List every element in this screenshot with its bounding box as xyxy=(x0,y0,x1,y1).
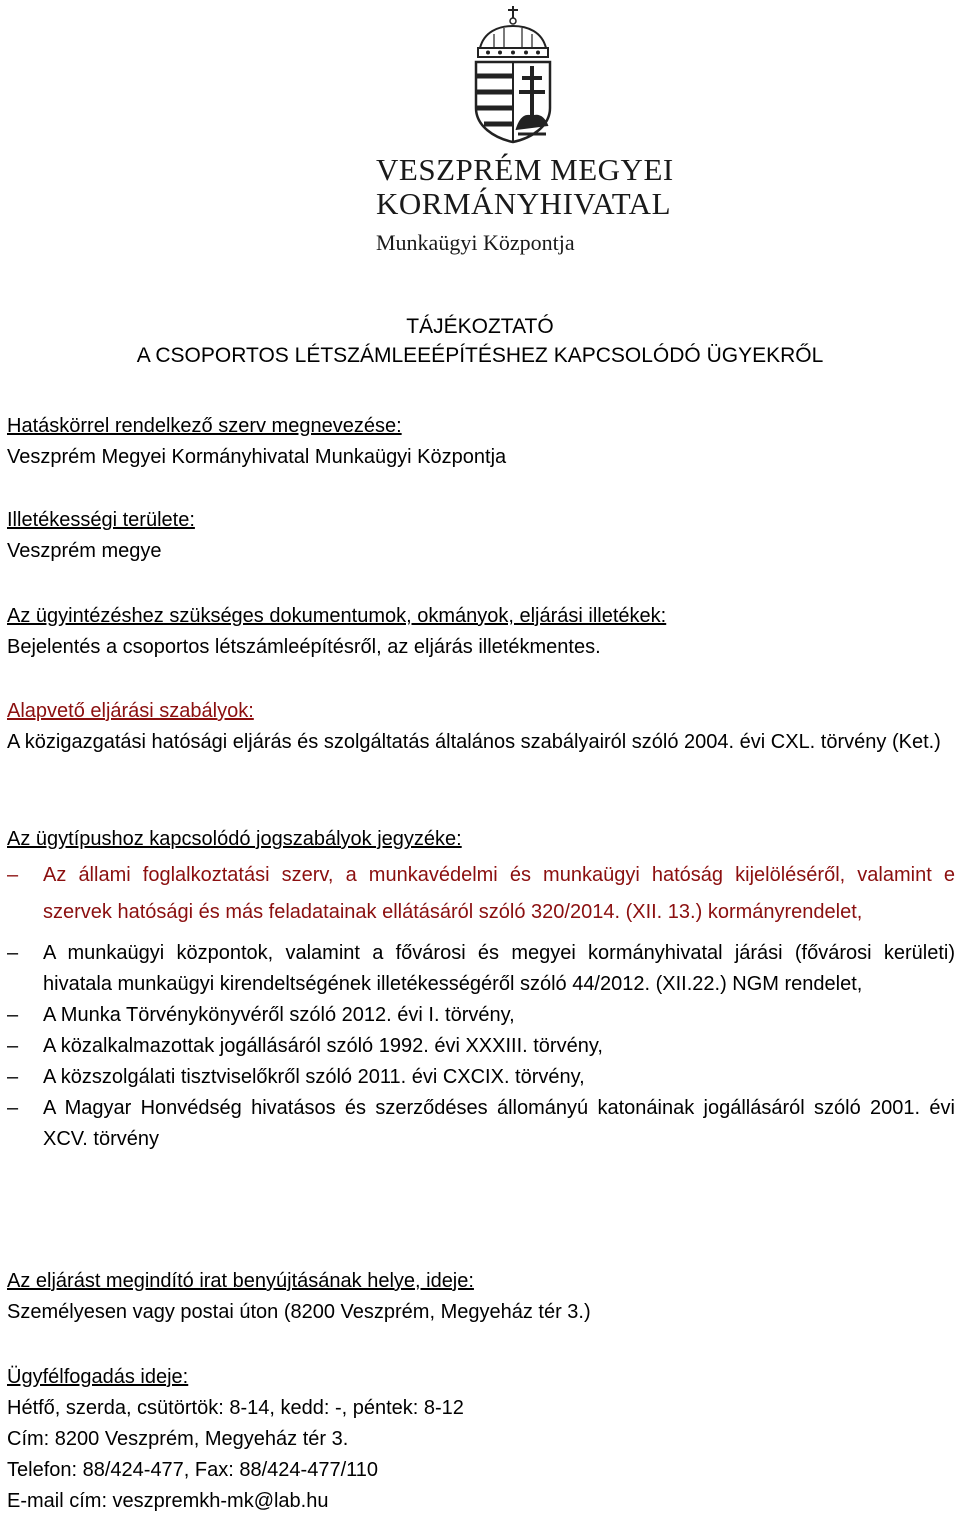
section-heading: Az ügyintézéshez szükséges dokumentumok, okmányok, eljárási illetékek: xyxy=(7,605,667,627)
document-title xyxy=(0,312,960,370)
title-line1: TÁJÉKOZTATÓ xyxy=(406,315,554,338)
list-item: – A közszolgálati tisztviselőkről szóló 2011. évi CXCIX. törvény, xyxy=(7,1062,955,1093)
section-heading: Az ügytípushoz kapcsolódó jogszabályok jegyzéke: xyxy=(7,828,462,850)
section-hours xyxy=(7,1362,955,1517)
section-heading: Alapvető eljárási szabályok: xyxy=(7,700,254,722)
section-heading: Hatáskörrel rendelkező szerv megnevezése: xyxy=(7,415,402,437)
section-laws xyxy=(7,824,955,1155)
organization-subunit: Munkaügyi Központja xyxy=(376,230,575,255)
list-item: – A közalkalmazottak jogállásáról szóló 1992. évi XXXIII. törvény, xyxy=(7,1031,955,1062)
hungarian-coat-of-arms-icon xyxy=(464,4,562,144)
section-text: Személyesen vagy postai úton (8200 Veszprém, Megyeház tér 3.) xyxy=(7,1301,591,1323)
section-submission xyxy=(7,1266,955,1328)
section-documents xyxy=(7,601,955,663)
title-line2: A CSOPORTOS LÉTSZÁMLEEÉPÍTÉSHEZ KAPCSOLÓDÓ ÜGYEKRŐL xyxy=(136,344,824,367)
list-item: – A munkaügyi központok, valamint a fővárosi és megyei kormányhivatal járási (fővárosi kerületi) hivatala munkaügyi kirendeltségének illetékességéről szóló 44/2012. (XII.22.) NGM rendelet, xyxy=(7,938,955,1000)
section-heading: Illetékességi területe: xyxy=(7,509,195,531)
section-heading: Az eljárást megindító irat benyújtásának helye, ideje: xyxy=(7,1270,474,1292)
letterhead xyxy=(0,0,960,270)
section-rules xyxy=(7,696,955,758)
section-jurisdiction xyxy=(7,505,955,567)
organization-name-line1: VESZPRÉM MEGYEI xyxy=(376,152,674,187)
section-text: Bejelentés a csoportos létszámleépítésről, az eljárás illetékmentes. xyxy=(7,636,601,658)
opening-hours: Hétfő, szerda, csütörtök: 8-14, kedd: -, péntek: 8-12 xyxy=(7,1397,464,1419)
address: Cím: 8200 Veszprém, Megyeház tér 3. xyxy=(7,1428,349,1450)
phone-fax: Telefon: 88/424-477, Fax: 88/424-477/110 xyxy=(7,1459,379,1481)
list-item: – A Munka Törvénykönyvéről szóló 2012. évi I. törvény, xyxy=(7,1000,955,1031)
section-text: A közigazgatási hatósági eljárás és szolgáltatás általános szabályairól szóló 2004. évi CXL. törvény (Ket.) xyxy=(7,731,941,753)
section-text: Veszprém megye xyxy=(7,540,162,562)
section-text: Veszprém Megyei Kormányhivatal Munkaügyi Központja xyxy=(7,446,507,468)
section-authority xyxy=(7,411,955,473)
list-item: – Az állami foglalkoztatási szerv, a munkavédelmi és munkaügyi hatóság kijelöléséről, valamint e szervek hatósági és más feladatainak ellátásáról szóló 320/2014. (XII. 13.) kormányrendelet, xyxy=(7,857,955,931)
law-list xyxy=(7,857,955,1155)
section-heading: Ügyfélfogadás ideje: xyxy=(7,1366,189,1388)
email: E-mail cím: veszpremkh-mk@lab.hu xyxy=(7,1490,329,1512)
organization-name-line2: KORMÁNYHIVATAL xyxy=(376,186,672,221)
list-item: – A Magyar Honvédség hivatásos és szerződéses állományú katonáinak jogállásáról szóló 2001. évi XCV. törvény xyxy=(7,1093,955,1155)
